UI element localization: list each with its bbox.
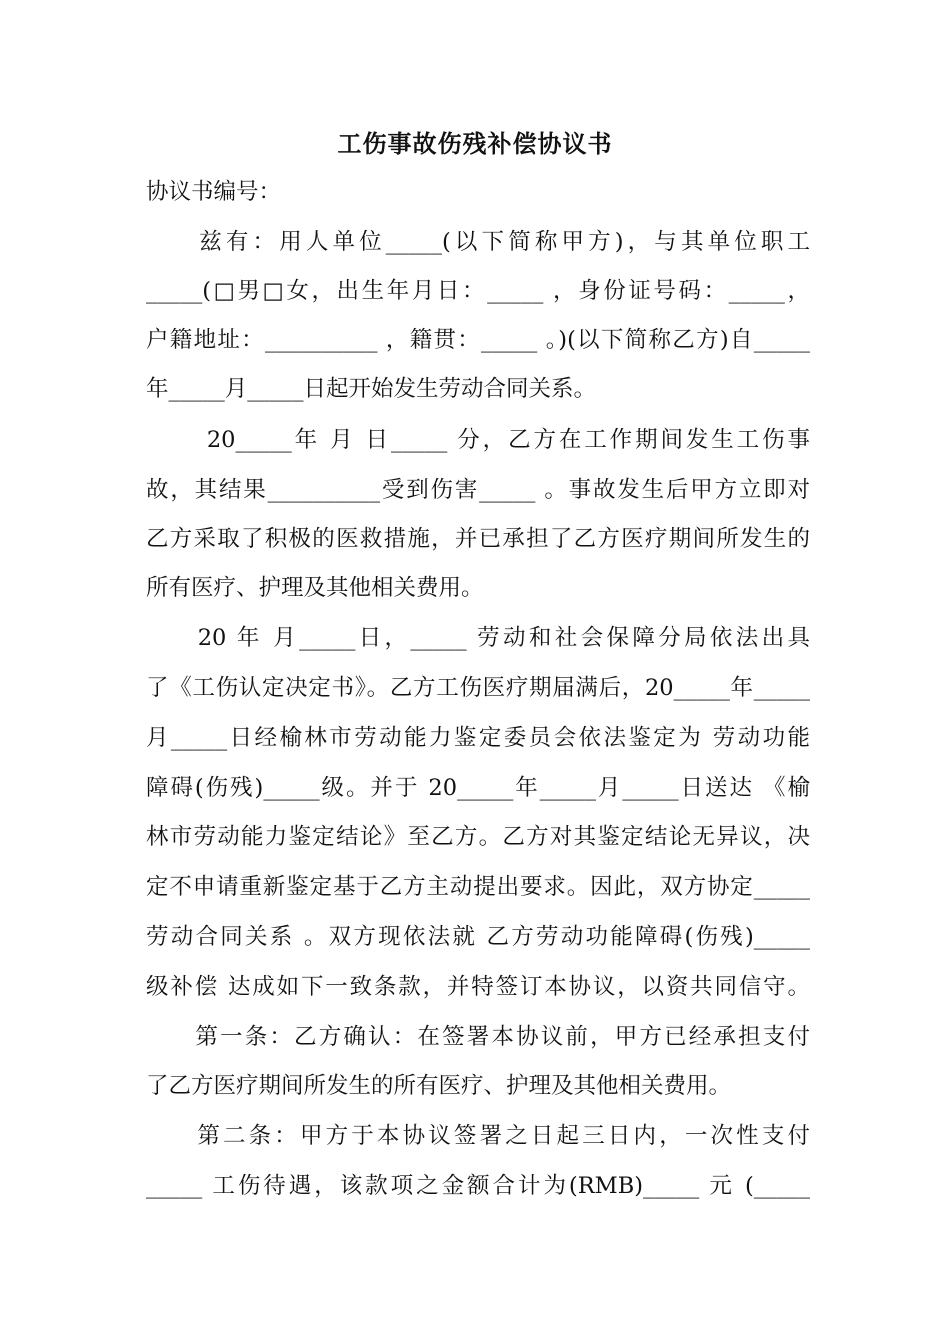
text-line: 月_____日经榆林市劳动能力鉴定委员会依法鉴定为 劳动功能 <box>146 725 810 751</box>
agreement-number-label: 协议书编号： <box>146 179 282 205</box>
text-line: 劳动合同关系 。双方现依法就 乙方劳动功能障碍(伤残)_____ <box>146 924 810 950</box>
text-line: 了乙方医疗期间所发生的所有医疗、护理及其他相关费用。 <box>146 1073 732 1099</box>
text-line: 兹有：用人单位_____(以下简称甲方)，与其单位职工 <box>146 229 810 255</box>
text-line: 20 年 月_____日，_____ 劳动和社会保障分局依法出具 <box>146 625 810 651</box>
text-line: 年_____月_____日起开始发生劳动合同关系。 <box>146 376 597 402</box>
text-line: 级补偿 达成如下一致条款，并特签订本协议，以资共同信守。 <box>146 974 810 1000</box>
text-line: 20_____年 月 日_____ 分，乙方在工作期间发生工伤事 <box>146 427 810 453</box>
text-line: 乙方采取了积极的医救措施，并已承担了乙方医疗期间所发生的 <box>146 526 810 552</box>
text-line: 障碍(伤残)_____级。并于 20_____年_____月_____日送达 《榆 <box>146 775 810 801</box>
text-line: _____ 工伤待遇，该款项之金额合计为(RMB)_____ 元 (_____ <box>146 1173 810 1199</box>
document-title: 工伤事故伤残补偿协议书 <box>337 129 613 158</box>
text-line: 定不申请重新鉴定基于乙方主动提出要求。因此，双方协定_____ <box>146 874 810 900</box>
article-one-line: 第一条：乙方确认：在签署本协议前，甲方已经承担支付 <box>146 1024 810 1050</box>
text-line: 了《工伤认定决定书》。乙方工伤医疗期届满后，20_____年_____ <box>146 675 810 701</box>
text-line: 林市劳动能力鉴定结论》至乙方。乙方对其鉴定结论无异议，决 <box>146 824 810 850</box>
text-line: 户籍地址：__________ ，籍贯：_____ 。)(以下简称乙方)自_____ <box>146 327 810 353</box>
article-two-line: 第二条：甲方于本协议签署之日起三日内，一次性支付 <box>146 1123 810 1149</box>
text-line: _____(□男□女，出生年月日：_____ ，身份证号码：_____， <box>146 278 810 304</box>
text-line: 所有医疗、护理及其他相关费用。 <box>146 575 484 601</box>
text-line: 故，其结果__________受到伤害_____ 。事故发生后甲方立即对 <box>146 477 810 503</box>
